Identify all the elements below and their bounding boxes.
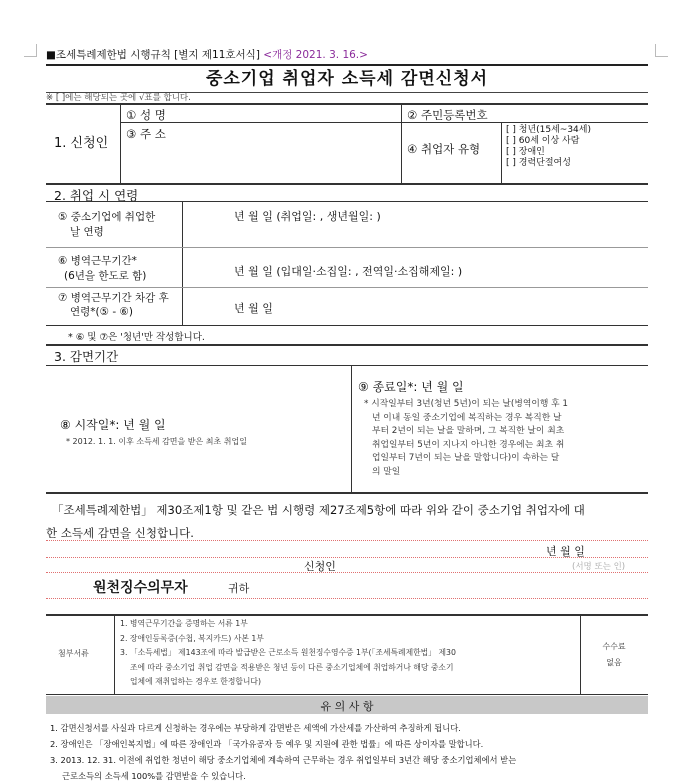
start-date-note: * 2012. 1. 1. 이후 소득세 감면을 받은 최초 취업일 [66,437,247,446]
row7-value[interactable]: 년 월 일 [234,302,273,315]
type-option-disabled[interactable]: [ ] 장애인 [506,147,545,157]
notice-title: 유 의 사 항 [320,700,374,713]
form-page [46,44,648,783]
signature-note: (서명 또는 인) [572,562,626,572]
row6-value[interactable]: 년 월 일 (입대일·소집일: , 전역일·소집해제일: ) [234,265,463,278]
worker-type-label: ④ 취업자 유형 [407,142,481,156]
divider [46,325,648,326]
age-footnote: * ⑥ 및 ⑦은 '청년'만 작성합니다. [68,332,205,343]
divider [46,103,648,105]
divider [120,104,121,183]
divider [46,287,648,288]
crop-mark-right [655,44,668,57]
divider [46,344,648,346]
check-note: ※ [ ]에는 해당되는 곳에 √표를 합니다. [46,93,191,103]
guide-line [46,572,648,573]
worker-type-options[interactable] [506,125,591,169]
signing-date[interactable]: 년 월 일 [546,545,585,558]
form-header [46,47,368,62]
divider [46,247,648,248]
divider [114,614,115,694]
divider [401,104,402,183]
age-section-label: 2. 취업 시 연령 [54,188,139,203]
recipient-title: 원천징수의무자 [93,580,188,596]
guide-line [46,557,648,558]
divider [46,183,648,185]
row5-label: ⑤ 중소기업에 취업한 날 연령 [58,211,156,238]
divider [46,365,648,366]
divider [46,694,648,695]
revision-date: <개정 2021. 3. 16.> [263,49,368,61]
notice-list: 1. 감면신청서를 사실과 다르게 신청하는 경우에는 부당하게 감면받은 세액에 가산세를 가산하여 추징하게 됩니다. 2. 장애인은 「장애인복지법」에 따른 장애인과 「국가유공자 등 예우 및 지원에 관한 법률」에 따른 상이자를 말합니다. 3. 2013. 12. 31. 이전에 취업한 청년이 해당 중소기업체에 계속하여 근무하는 경우 취업일부터 3년간 해당 중소기업체에서 받는 근로소득의 소득세 100%를 감면받을 수 있습니다. [50,723,517,781]
form-name: ■조세특례제한법 시행규칙 [별지 제11호서식] [46,49,260,61]
type-option-career-break[interactable]: [ ] 경력단절여성 [506,158,571,168]
type-option-youth[interactable]: [ ] 청년(15세~34세) [506,125,591,135]
crop-mark-left [24,44,37,57]
divider [182,201,183,325]
recipient-suffix: 귀하 [228,582,250,595]
form-title: 중소기업 취업자 소득세 감면신청서 [46,64,648,93]
name-label: ① 성 명 [126,108,166,122]
divider [501,122,502,183]
row7-label: ⑦ 병역근무기간 차감 후 연령*(⑤ - ⑥) [58,292,169,318]
attachments-label: 첨부서류 [58,649,89,658]
attachments-list: 1. 병역근무기간을 증명하는 서류 1부 2. 장애인등록증(수첩, 복지카드) 사본 1부 3. 「소득세법」 제143조에 따라 발급받은 근로소득 원천징수영수증 1부(「조세특례제한법」 제30 조에 따라 중소기업 취업 감면을 적용받은 청년 등이 다른 중소기업체에 취업하거나 해당 중소기 업체에 재취업하는 경우로 한정합니다) [120,619,456,686]
applicant-signature-label: 신청인 [304,560,336,573]
declaration-line-2: 한 소득세 감면을 신청합니다. [46,526,194,540]
row6-label: ⑥ 병역근무기간* (6년을 한도로 함) [58,255,147,282]
period-section-label: 3. 감면기간 [54,349,119,364]
divider [351,365,352,492]
divider [46,201,648,202]
address-label: ③ 주 소 [126,127,166,141]
guide-line [46,540,648,541]
divider [120,122,648,123]
end-date-note: * 시작일부터 3년(청년 5년)이 되는 날(병역이행 후 1 년 이내 동일 중소기업에 복직하는 경우 복직한 날 부터 2년이 되는 날을 말하며, 그 복직한 날이 최초 취업일부터 5년이 지나지 아니한 경우에는 최초 취 업일부터 7년이 되는 날을 말합니다)이 속하는 달 의 말일 [364,399,569,477]
type-option-senior[interactable]: [ ] 60세 이상 사람 [506,136,580,146]
guide-line [46,598,648,599]
start-date-label[interactable]: ⑧ 시작일*: 년 월 일 [60,418,166,432]
end-date-label[interactable]: ⑨ 종료일*: 년 월 일 [358,380,464,394]
divider [46,614,648,616]
declaration-line-1: 「조세특례제한법」 제30조제1항 및 같은 법 시행령 제27조제5항에 따라 위와 같이 중소기업 취업자에 대 [52,503,585,517]
divider [46,492,648,494]
applicant-section-label: 1. 신청인 [54,136,109,151]
fee-box: 수수료 없음 [602,642,626,667]
row5-value[interactable]: 년 월 일 (취업일: , 생년월일: ) [234,210,381,223]
rrn-label: ② 주민등록번호 [407,108,488,122]
